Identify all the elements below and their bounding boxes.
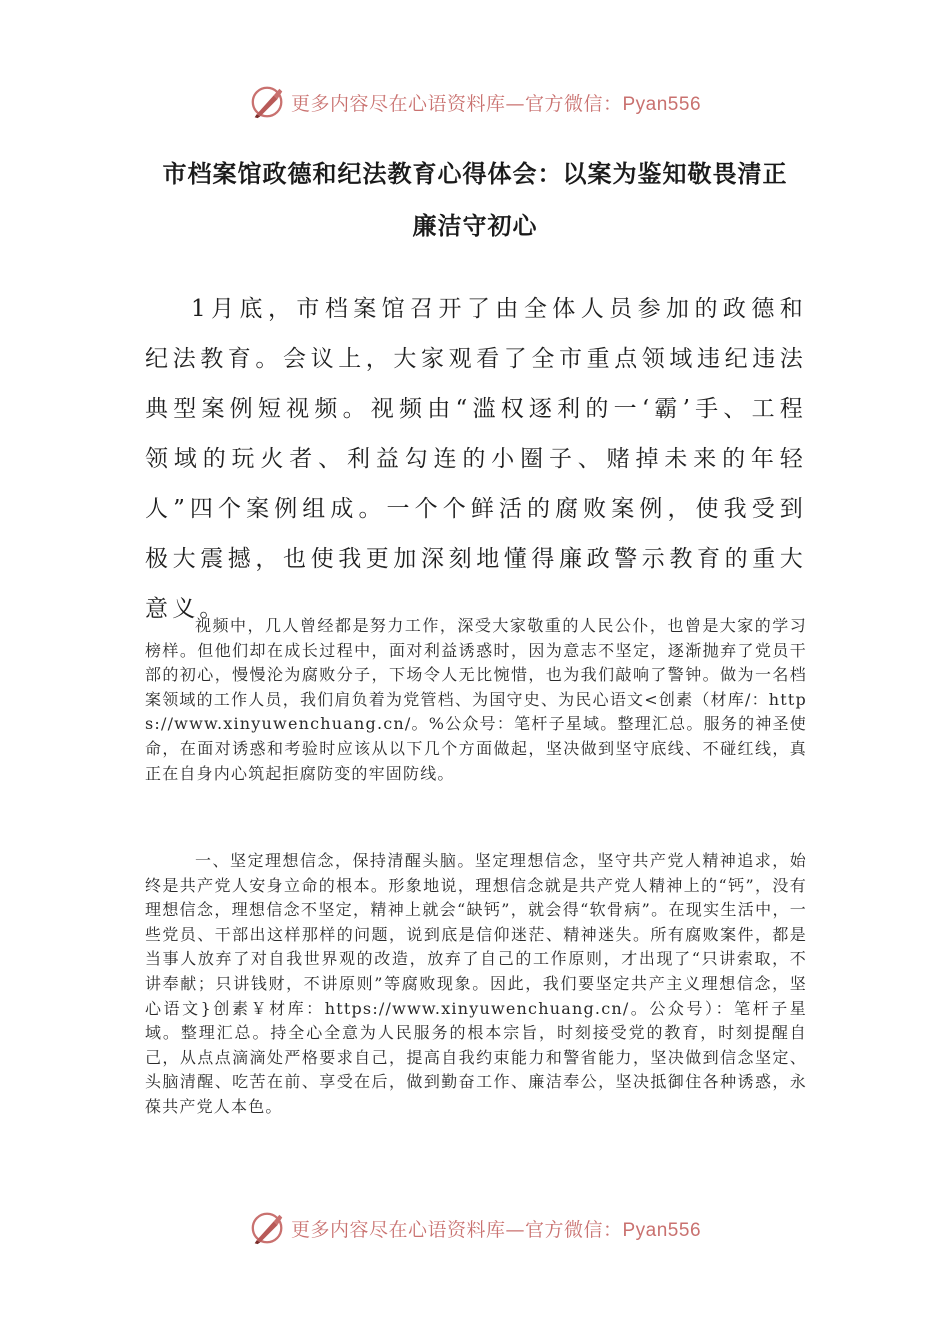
banner-text: [291, 1215, 701, 1242]
banner-slogan: 更多内容尽在心语资料库—官方微信：: [290, 1218, 623, 1241]
title-line-2: 廉洁守初心: [412, 212, 538, 240]
pen-logo-icon: [249, 83, 287, 121]
body-paragraph-2: 一、坚定理想信念，保持清醒头脑。坚定理想信念，坚守共产党人精神追求，始终是共产党人安身立命的根本。形象地说，理想信念就是共产党人精神上的“钙”，没有理想信念，理想信念不坚定，精神上就会“缺钙”，就会得“软骨病”。在现实生活中，一些党员、干部出这样那样的问题，说到底是信仰迷茫、精神迷失。所有腐败案件，都是当事人放弃了对自我世界观的改造，放弃了自己的工作原则，才出现了“只讲索取，不讲奉献；只讲钱财，不讲原则”等腐败现象。因此，我们要坚定共产主义理想信念，坚心语文}创素￥材库：https://www.xinyuwenchuang.cn/。公众号）：笔杆子星域。整理汇总。持全心全意为人民服务的根本宗旨，时刻接受党的教育，时刻提醒自己，从点点滴滴处严格要求自己，提高自我约束能力和警省能力，坚决做到信念坚定、头脑清醒、吃苦在前、享受在后，做到勤奋工作、廉洁奉公，坚决抵御住各种诱惑，永葆共产党人本色。: [145, 851, 807, 1116]
document-title: [120, 148, 830, 252]
title-line-1: 市档案馆政德和纪法教育心得体会：以案为鉴知敬畏清正: [162, 160, 788, 188]
wechat-id: Pyan556: [622, 1219, 702, 1241]
header-banner: [0, 80, 950, 124]
body-paragraph-1: 视频中，几人曾经都是努力工作，深受大家敬重的人民公仆，也曾是大家的学习榜样。但他们却在成长过程中，面对利益诱惑时，因为意志不坚定，逐渐抛弃了党员干部的初心，慢慢沦为腐败分子，下场令人无比惋惜，也为我们敲响了警钟。做为一名档案领域的工作人员，我们肩负着为党管档、为国守史、为民心语文<创素（材库/：https://www.xinyuwenchuang.cn/。%公众号：笔杆子星域。整理汇总。服务的神圣使命，在面对诱惑和考验时应该从以下几个方面做起，坚决做到坚守底线、不碰红线，真正在自身内心筑起拒腐防变的牢固防线。: [145, 616, 807, 783]
lead-paragraph: 1月底，市档案馆召开了由全体人员参加的政德和纪法教育。会议上，大家观看了全市重点领域违纪违法典型案例短视频。视频由“滥权逐利的一‘霸’手、工程领域的玩火者、利益勾连的小圈子、赌掉未来的年轻人”四个案例组成。一个个鲜活的腐败案例，使我受到极大震撼，也使我更加深刻地懂得廉政警示教育的重大意义。: [145, 296, 807, 622]
banner-slogan: 更多内容尽在心语资料库—官方微信：: [290, 92, 623, 115]
wechat-id: Pyan556: [622, 93, 702, 115]
pen-logo-icon: [249, 1209, 287, 1247]
banner-text: [291, 89, 701, 116]
footer-banner: [0, 1206, 950, 1250]
